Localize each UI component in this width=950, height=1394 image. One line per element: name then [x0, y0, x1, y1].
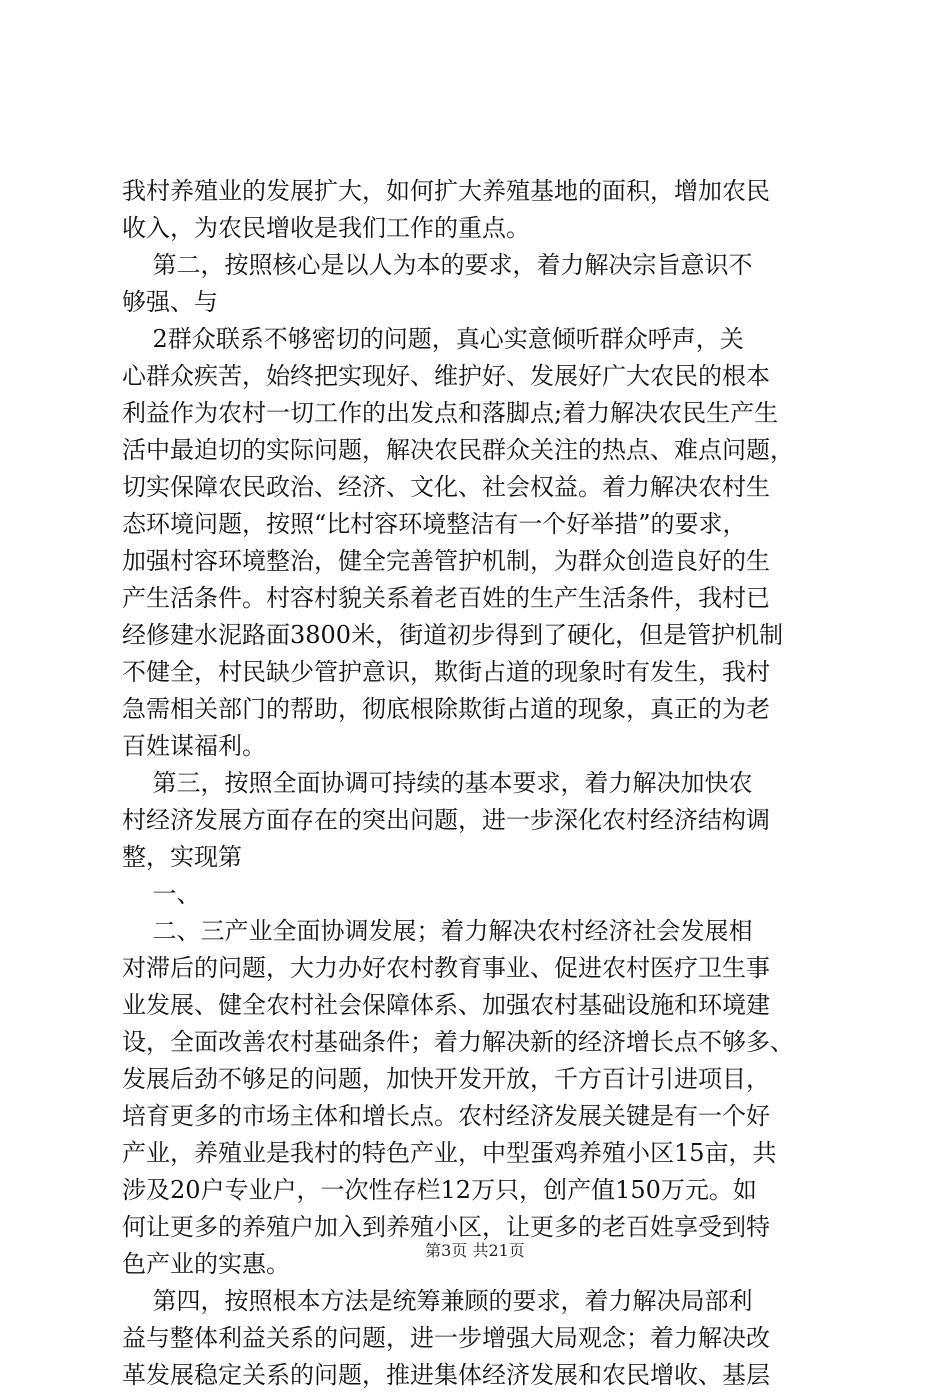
text-line: 我村养殖业的发展扩大，如何扩大养殖基地的面积，增加农民	[122, 177, 770, 205]
text-line: 经修建水泥路面3800米，街道初步得到了硬化，但是管护机制	[122, 621, 784, 649]
text-line: 对滞后的问题，大力办好农村教育事业、促进农村医疗卫生事	[122, 954, 770, 982]
text-line: 村经济发展方面存在的突出问题，进一步深化农村经济结构调	[122, 806, 770, 834]
text-line: 切实保障农民政治、经济、文化、社会权益。着力解决农村生	[122, 473, 770, 501]
text-line: 革发展稳定关系的问题，推进集体经济发展和农民增收、基层	[122, 1361, 770, 1389]
text-line: 涉及20户专业户，一次性存栏12万只，创产值150万元。如	[122, 1176, 757, 1204]
text-line: 急需相关部门的帮助，彻底根除欺街占道的现象，真正的为老	[122, 695, 770, 723]
text-line: 色产业的实惠。	[122, 1250, 290, 1278]
text-line: 设，全面改善农村基础条件；着力解决新的经济增长点不够多、	[122, 1028, 794, 1056]
text-line: 产业，养殖业是我村的特色产业，中型蛋鸡养殖小区15亩，共	[122, 1139, 777, 1167]
text-line: 活中最迫切的实际问题，解决农民群众关注的热点、难点问题，	[122, 436, 794, 464]
text-line: 心群众疾苦，始终把实现好、维护好、发展好广大农民的根本	[122, 362, 770, 390]
text-line: 第三，按照全面协调可持续的基本要求，着力解决加快农	[122, 769, 753, 797]
text-line: 收入，为农民增收是我们工作的重点。	[122, 214, 530, 242]
text-line: 业发展、健全农村社会保障体系、加强农村基础设施和环境建	[122, 991, 770, 1019]
text-line: 2群众联系不够密切的问题，真心实意倾听群众呼声，关	[122, 325, 744, 353]
text-line: 一、	[122, 880, 201, 908]
text-line: 何让更多的养殖户加入到养殖小区，让更多的老百姓享受到特	[122, 1213, 770, 1241]
page-footer: 第3页 共21页	[425, 1241, 525, 1260]
text-line: 产生活条件。村容村貌关系着老百姓的生产生活条件，我村已	[122, 584, 770, 612]
text-line: 发展后劲不够足的问题，加快开发开放，千方百计引进项目，	[122, 1065, 770, 1093]
text-line: 够强、与	[122, 288, 218, 316]
text-line: 百姓谋福利。	[122, 732, 266, 760]
text-line: 培育更多的市场主体和增长点。农村经济发展关键是有一个好	[122, 1102, 770, 1130]
text-line: 态环境问题，按照“比村容环境整洁有一个好举措”的要求，	[122, 510, 747, 538]
body-text	[122, 173, 842, 1394]
text-line: 第四，按照根本方法是统筹兼顾的要求，着力解决局部利	[122, 1287, 753, 1315]
text-line: 加强村容环境整治，健全完善管护机制，为群众创造良好的生	[122, 547, 770, 575]
text-line: 二、三产业全面协调发展；着力解决农村经济社会发展相	[122, 917, 753, 945]
text-line: 利益作为农村一切工作的出发点和落脚点;着力解决农民生产生	[122, 399, 779, 427]
text-line: 第二，按照核心是以人为本的要求，着力解决宗旨意识不	[122, 251, 753, 279]
text-line: 益与整体利益关系的问题，进一步增强大局观念；着力解决改	[122, 1324, 770, 1352]
text-line: 整，实现第	[122, 843, 242, 871]
text-line: 不健全，村民缺少管护意识，欺街占道的现象时有发生，我村	[122, 658, 770, 686]
